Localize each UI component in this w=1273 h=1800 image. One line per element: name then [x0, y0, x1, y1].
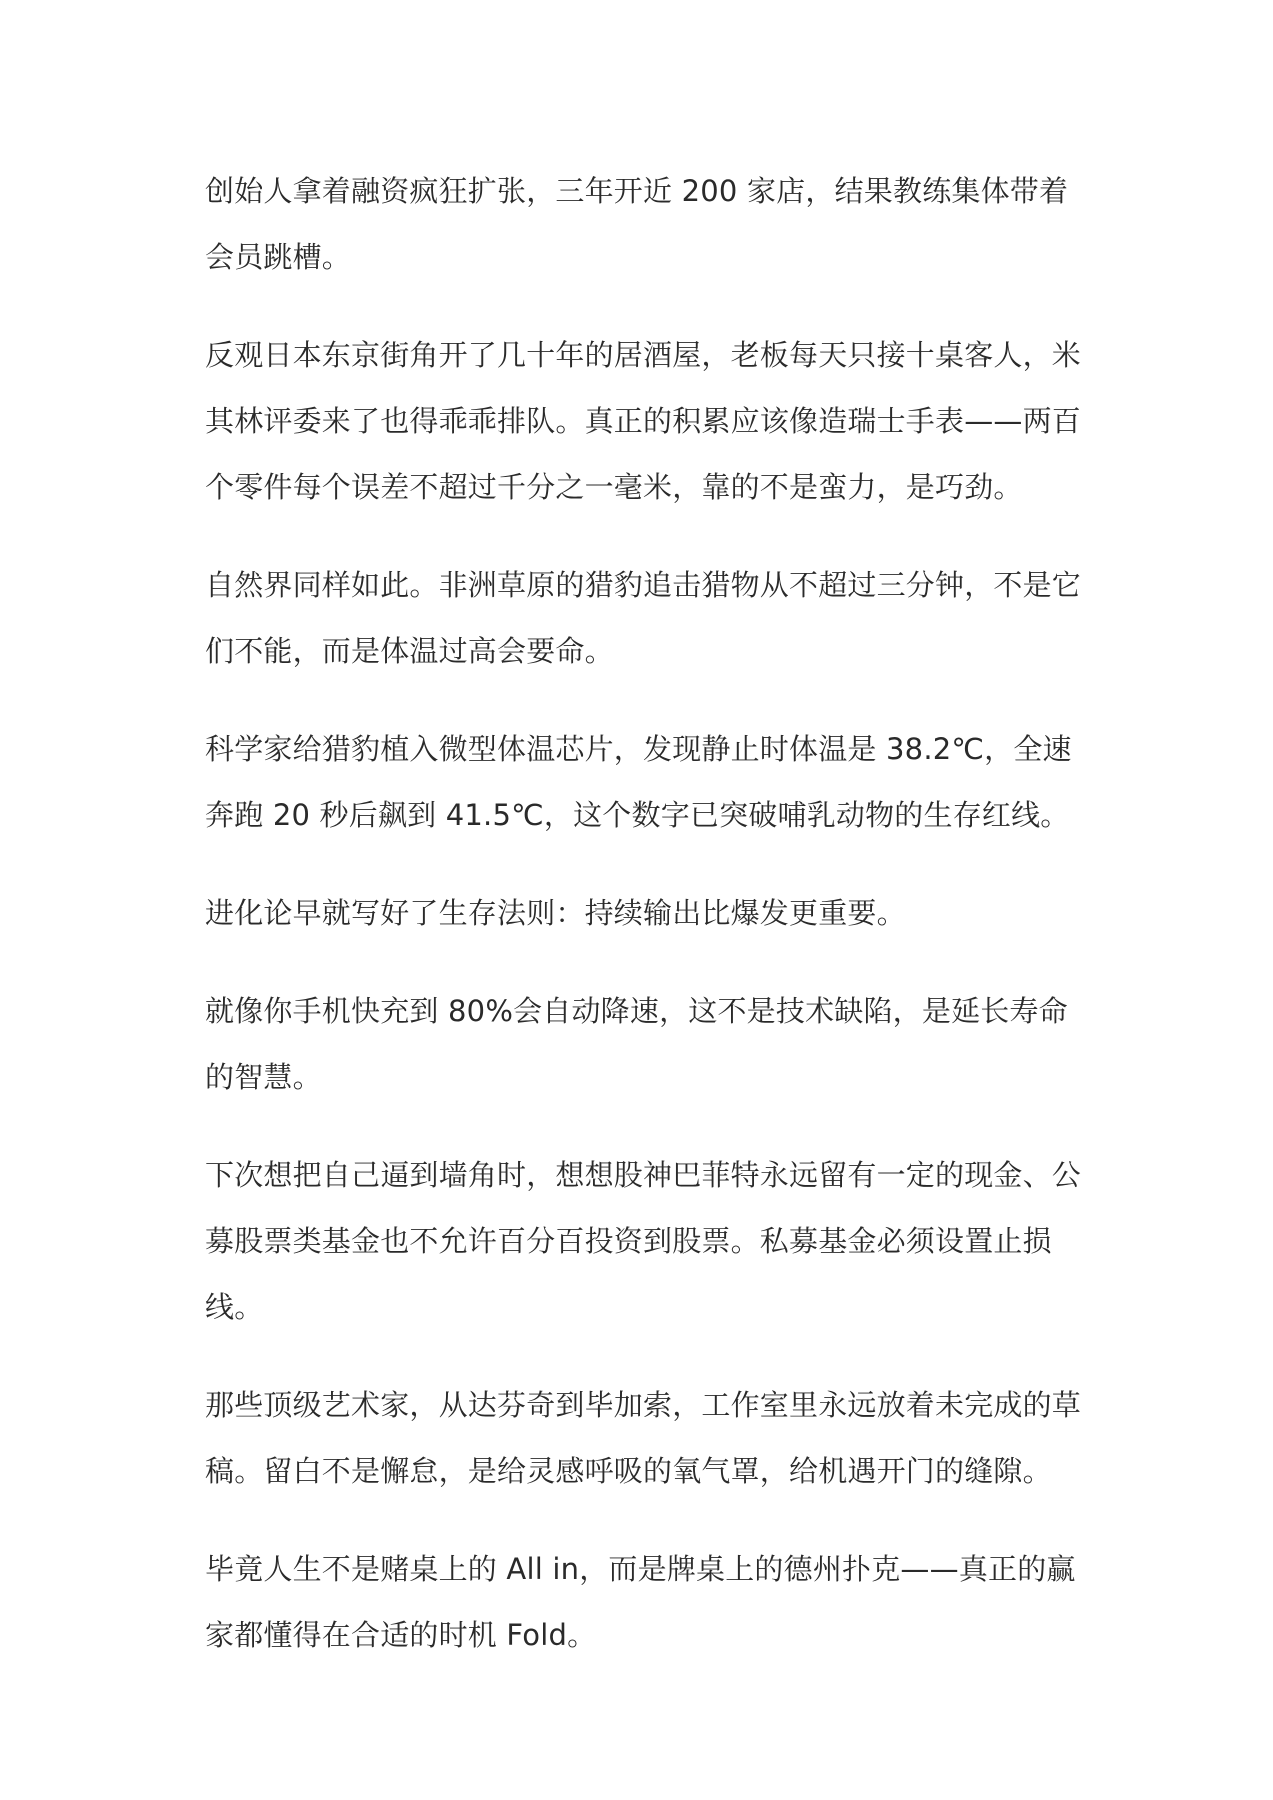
paragraph-1: 创始人拿着融资疯狂扩张，三年开近 200 家店，结果教练集体带着会员跳槽。: [205, 174, 1069, 274]
paragraph-7: 下次想把自己逼到墙角时，想想股神巴菲特永远留有一定的现金、公募股票类基金也不允许百分百投资到股票。私募基金必须设置止损线。: [205, 1158, 1082, 1324]
paragraph-8: 那些顶级艺术家，从达芬奇到毕加索，工作室里永远放着未完成的草稿。留白不是懈怠，是给灵感呼吸的氧气罩，给机遇开门的缝隙。: [205, 1388, 1082, 1488]
paragraph-2: 反观日本东京街角开了几十年的居酒屋，老板每天只接十桌客人，米其林评委来了也得乖乖排队。真正的积累应该像造瑞士手表——两百个零件每个误差不超过千分之一毫米，靠的不是蛮力，是巧劲。: [205, 338, 1082, 504]
paragraph-9: 毕竟人生不是赌桌上的 All in，而是牌桌上的德州扑克——真正的赢家都懂得在合适的时机 Fold。: [205, 1552, 1076, 1652]
paragraph-6: 就像你手机快充到 80%会自动降速，这不是技术缺陷，是延长寿命的智慧。: [205, 994, 1068, 1094]
article-body: [205, 158, 1095, 1700]
paragraph-3: 自然界同样如此。非洲草原的猎豹追击猎物从不超过三分钟，不是它们不能，而是体温过高会要命。: [205, 568, 1082, 668]
paragraph-4: 科学家给猎豹植入微型体温芯片，发现静止时体温是 38.2℃，全速奔跑 20 秒后飙到 41.5℃，这个数字已突破哺乳动物的生存红线。: [205, 732, 1072, 832]
paragraph-5: 进化论早就写好了生存法则：持续输出比爆发更重要。: [205, 896, 906, 930]
